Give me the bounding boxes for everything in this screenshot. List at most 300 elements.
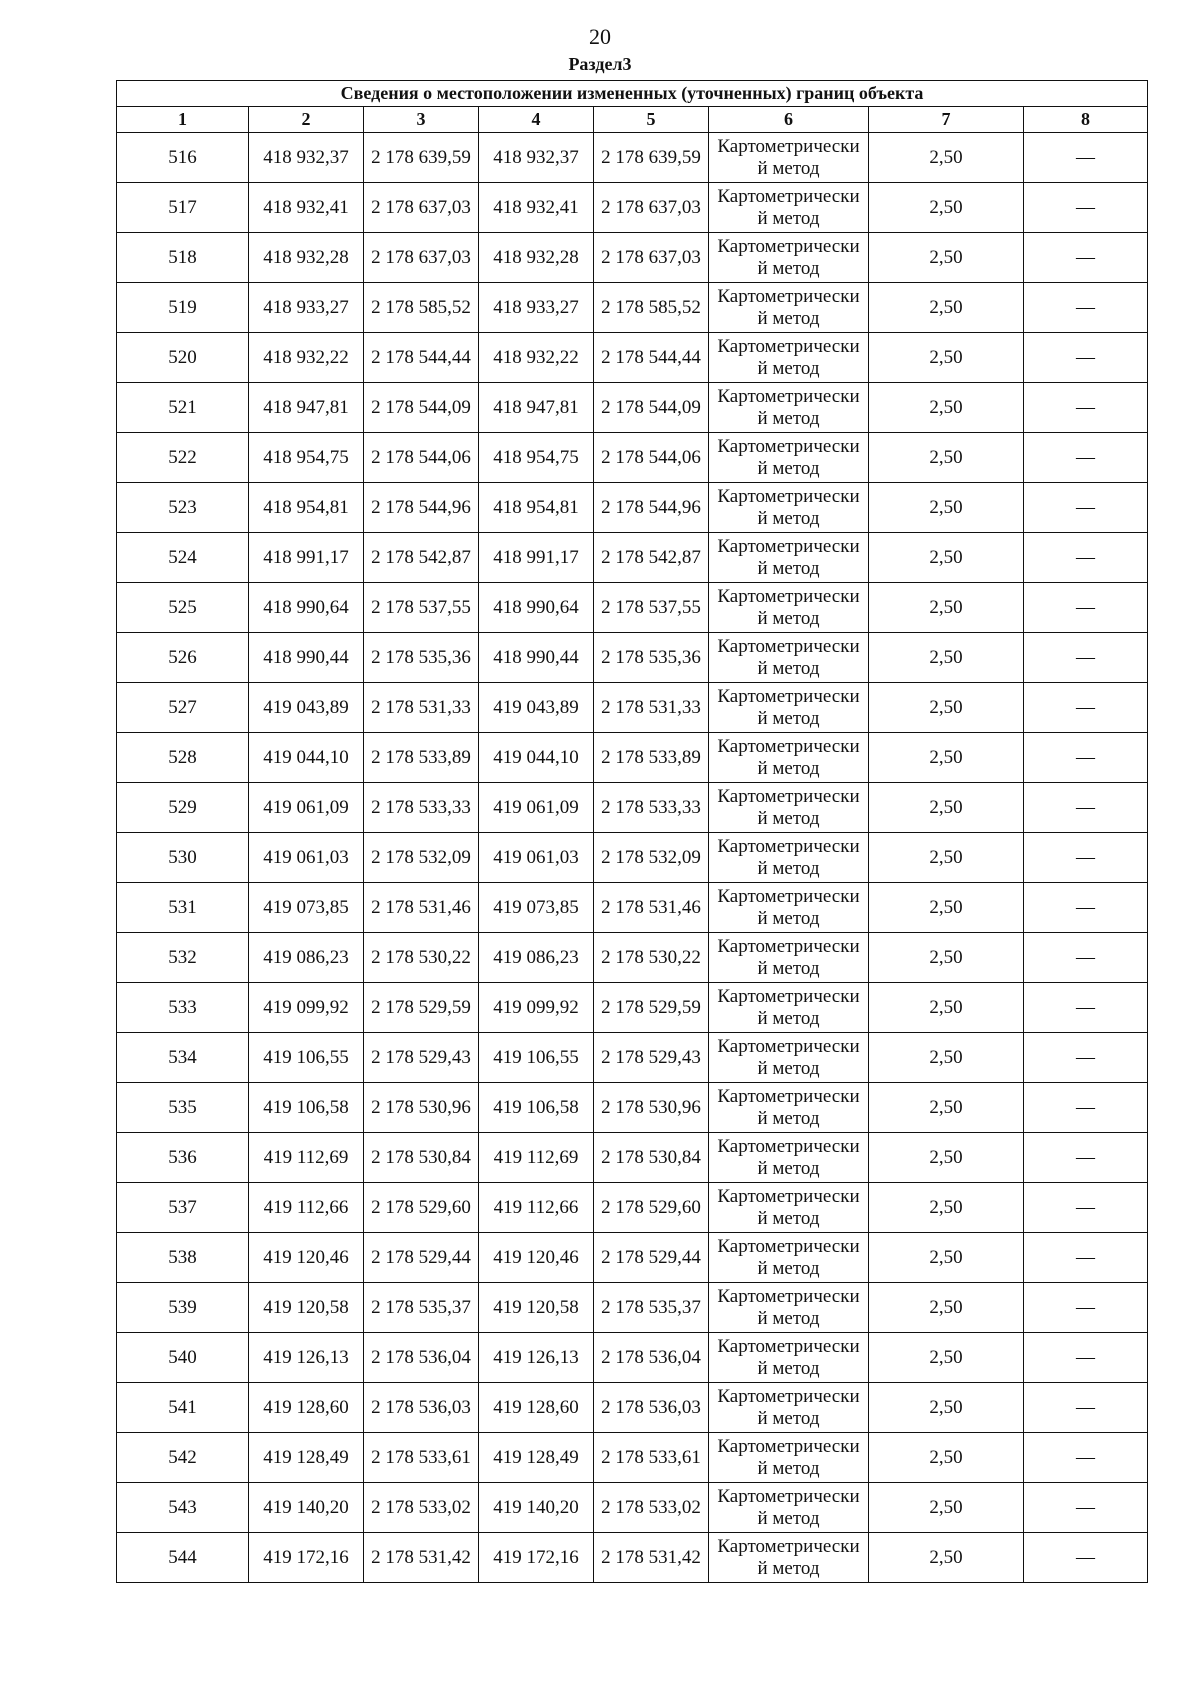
table-row <box>117 1383 1148 1433</box>
refined-y-cell: 2 178 639,59 <box>594 133 709 183</box>
note-cell: — <box>1024 683 1148 733</box>
refined-y-cell: 2 178 544,96 <box>594 483 709 533</box>
note-cell: — <box>1024 833 1148 883</box>
method-cell <box>709 783 869 833</box>
existing-x-cell: 419 112,66 <box>249 1183 364 1233</box>
refined-x-cell: 418 947,81 <box>479 383 594 433</box>
existing-y-cell: 2 178 529,43 <box>364 1033 479 1083</box>
refined-x-cell: 418 991,17 <box>479 533 594 583</box>
accuracy-cell: 2,50 <box>869 533 1024 583</box>
note-cell: — <box>1024 1033 1148 1083</box>
note-cell: — <box>1024 333 1148 383</box>
existing-x-cell: 419 061,03 <box>249 833 364 883</box>
point-number-cell: 533 <box>117 983 249 1033</box>
refined-y-cell: 2 178 637,03 <box>594 233 709 283</box>
method-cell <box>709 683 869 733</box>
method-cell <box>709 1333 869 1383</box>
existing-y-cell: 2 178 529,44 <box>364 1233 479 1283</box>
existing-x-cell: 418 990,64 <box>249 583 364 633</box>
method-line-2: й метод <box>757 1307 820 1329</box>
method-line-2: й метод <box>757 307 820 329</box>
existing-y-cell: 2 178 585,52 <box>364 283 479 333</box>
note-cell: — <box>1024 483 1148 533</box>
refined-y-cell: 2 178 535,37 <box>594 1283 709 1333</box>
method-cell <box>709 183 869 233</box>
accuracy-cell: 2,50 <box>869 1133 1024 1183</box>
method-cell <box>709 1483 869 1533</box>
existing-y-cell: 2 178 530,84 <box>364 1133 479 1183</box>
existing-y-cell: 2 178 637,03 <box>364 183 479 233</box>
point-number-cell: 536 <box>117 1133 249 1183</box>
note-cell: — <box>1024 383 1148 433</box>
refined-y-cell: 2 178 530,96 <box>594 1083 709 1133</box>
existing-x-cell: 418 932,28 <box>249 233 364 283</box>
accuracy-cell: 2,50 <box>869 1283 1024 1333</box>
point-number-cell: 538 <box>117 1233 249 1283</box>
method-line-2: й метод <box>757 657 820 679</box>
method-cell <box>709 1233 869 1283</box>
accuracy-cell: 2,50 <box>869 433 1024 483</box>
point-number-cell: 541 <box>117 1383 249 1433</box>
method-cell <box>709 983 869 1033</box>
note-cell: — <box>1024 933 1148 983</box>
refined-y-cell: 2 178 532,09 <box>594 833 709 883</box>
method-cell <box>709 583 869 633</box>
method-line-1: Картометрически <box>717 1235 860 1257</box>
table-row <box>117 283 1148 333</box>
existing-y-cell: 2 178 535,37 <box>364 1283 479 1333</box>
refined-x-cell: 419 099,92 <box>479 983 594 1033</box>
table-row <box>117 733 1148 783</box>
existing-y-cell: 2 178 544,96 <box>364 483 479 533</box>
accuracy-cell: 2,50 <box>869 783 1024 833</box>
point-number-cell: 521 <box>117 383 249 433</box>
existing-y-cell: 2 178 533,33 <box>364 783 479 833</box>
refined-x-cell: 419 112,66 <box>479 1183 594 1233</box>
method-line-1: Картометрически <box>717 1085 860 1107</box>
table-row <box>117 783 1148 833</box>
refined-y-cell: 2 178 529,43 <box>594 1033 709 1083</box>
refined-x-cell: 419 172,16 <box>479 1533 594 1583</box>
refined-x-cell: 419 120,46 <box>479 1233 594 1283</box>
note-cell: — <box>1024 183 1148 233</box>
method-cell <box>709 1033 869 1083</box>
point-number-cell: 519 <box>117 283 249 333</box>
table-row <box>117 1283 1148 1333</box>
column-header-3: 3 <box>364 107 479 133</box>
method-line-2: й метод <box>757 1007 820 1029</box>
method-line-1: Картометрически <box>717 1535 860 1557</box>
refined-x-cell: 419 106,55 <box>479 1033 594 1083</box>
existing-y-cell: 2 178 530,22 <box>364 933 479 983</box>
note-cell: — <box>1024 283 1148 333</box>
existing-y-cell: 2 178 533,61 <box>364 1433 479 1483</box>
refined-x-cell: 419 073,85 <box>479 883 594 933</box>
column-header-6: 6 <box>709 107 869 133</box>
method-cell <box>709 1083 869 1133</box>
existing-y-cell: 2 178 530,96 <box>364 1083 479 1133</box>
table-row <box>117 383 1148 433</box>
existing-x-cell: 419 126,13 <box>249 1333 364 1383</box>
method-line-2: й метод <box>757 1357 820 1379</box>
point-number-cell: 526 <box>117 633 249 683</box>
existing-x-cell: 419 044,10 <box>249 733 364 783</box>
accuracy-cell: 2,50 <box>869 1383 1024 1433</box>
existing-y-cell: 2 178 533,02 <box>364 1483 479 1533</box>
note-cell: — <box>1024 1233 1148 1283</box>
accuracy-cell: 2,50 <box>869 833 1024 883</box>
method-line-2: й метод <box>757 407 820 429</box>
refined-x-cell: 419 140,20 <box>479 1483 594 1533</box>
existing-x-cell: 418 947,81 <box>249 383 364 433</box>
table-row <box>117 483 1148 533</box>
existing-x-cell: 419 128,49 <box>249 1433 364 1483</box>
method-cell <box>709 883 869 933</box>
accuracy-cell: 2,50 <box>869 383 1024 433</box>
method-line-1: Картометрически <box>717 1435 860 1457</box>
method-line-2: й метод <box>757 157 820 179</box>
accuracy-cell: 2,50 <box>869 283 1024 333</box>
point-number-cell: 539 <box>117 1283 249 1333</box>
method-line-2: й метод <box>757 857 820 879</box>
method-cell <box>709 933 869 983</box>
existing-y-cell: 2 178 542,87 <box>364 533 479 583</box>
refined-x-cell: 419 128,49 <box>479 1433 594 1483</box>
method-line-1: Картометрически <box>717 635 860 657</box>
table-row <box>117 333 1148 383</box>
point-number-cell: 516 <box>117 133 249 183</box>
column-header-7: 7 <box>869 107 1024 133</box>
existing-y-cell: 2 178 544,09 <box>364 383 479 433</box>
refined-y-cell: 2 178 536,03 <box>594 1383 709 1433</box>
refined-x-cell: 418 932,28 <box>479 233 594 283</box>
accuracy-cell: 2,50 <box>869 1083 1024 1133</box>
note-cell: — <box>1024 233 1148 283</box>
table-row <box>117 533 1148 583</box>
refined-y-cell: 2 178 529,60 <box>594 1183 709 1233</box>
method-line-1: Картометрически <box>717 1485 860 1507</box>
note-cell: — <box>1024 983 1148 1033</box>
refined-x-cell: 418 932,37 <box>479 133 594 183</box>
method-line-2: й метод <box>757 707 820 729</box>
refined-x-cell: 418 990,44 <box>479 633 594 683</box>
note-cell: — <box>1024 1183 1148 1233</box>
existing-x-cell: 418 954,75 <box>249 433 364 483</box>
method-line-2: й метод <box>757 1057 820 1079</box>
point-number-cell: 517 <box>117 183 249 233</box>
method-line-2: й метод <box>757 357 820 379</box>
existing-x-cell: 418 990,44 <box>249 633 364 683</box>
column-header-row <box>117 107 1148 133</box>
refined-y-cell: 2 178 533,89 <box>594 733 709 783</box>
method-line-1: Картометрически <box>717 985 860 1007</box>
existing-x-cell: 419 086,23 <box>249 933 364 983</box>
method-line-1: Картометрически <box>717 535 860 557</box>
refined-x-cell: 419 061,03 <box>479 833 594 883</box>
refined-y-cell: 2 178 533,02 <box>594 1483 709 1533</box>
note-cell: — <box>1024 533 1148 583</box>
method-cell <box>709 1183 869 1233</box>
method-cell <box>709 1383 869 1433</box>
refined-x-cell: 419 061,09 <box>479 783 594 833</box>
point-number-cell: 527 <box>117 683 249 733</box>
existing-y-cell: 2 178 529,60 <box>364 1183 479 1233</box>
point-number-cell: 525 <box>117 583 249 633</box>
refined-y-cell: 2 178 529,44 <box>594 1233 709 1283</box>
method-cell <box>709 533 869 583</box>
coordinates-table <box>116 80 1148 1583</box>
table-row <box>117 833 1148 883</box>
accuracy-cell: 2,50 <box>869 483 1024 533</box>
method-line-2: й метод <box>757 807 820 829</box>
accuracy-cell: 2,50 <box>869 933 1024 983</box>
method-cell <box>709 333 869 383</box>
refined-y-cell: 2 178 531,33 <box>594 683 709 733</box>
point-number-cell: 523 <box>117 483 249 533</box>
accuracy-cell: 2,50 <box>869 1183 1024 1233</box>
accuracy-cell: 2,50 <box>869 1233 1024 1283</box>
accuracy-cell: 2,50 <box>869 633 1024 683</box>
method-line-2: й метод <box>757 1257 820 1279</box>
table-row <box>117 583 1148 633</box>
method-line-2: й метод <box>757 1157 820 1179</box>
point-number-cell: 522 <box>117 433 249 483</box>
method-cell <box>709 133 869 183</box>
table-row <box>117 1433 1148 1483</box>
existing-y-cell: 2 178 637,03 <box>364 233 479 283</box>
refined-y-cell: 2 178 535,36 <box>594 633 709 683</box>
refined-y-cell: 2 178 533,33 <box>594 783 709 833</box>
existing-y-cell: 2 178 531,42 <box>364 1533 479 1583</box>
method-cell <box>709 833 869 883</box>
note-cell: — <box>1024 133 1148 183</box>
table-row <box>117 1033 1148 1083</box>
method-line-1: Картометрически <box>717 185 860 207</box>
method-line-1: Картометрически <box>717 235 860 257</box>
existing-y-cell: 2 178 531,46 <box>364 883 479 933</box>
point-number-cell: 531 <box>117 883 249 933</box>
existing-y-cell: 2 178 536,04 <box>364 1333 479 1383</box>
method-cell <box>709 1283 869 1333</box>
table-row <box>117 933 1148 983</box>
table-row <box>117 1483 1148 1533</box>
method-line-1: Картометрически <box>717 1185 860 1207</box>
refined-x-cell: 418 933,27 <box>479 283 594 333</box>
table-row <box>117 1233 1148 1283</box>
existing-x-cell: 418 932,22 <box>249 333 364 383</box>
existing-y-cell: 2 178 535,36 <box>364 633 479 683</box>
refined-y-cell: 2 178 530,84 <box>594 1133 709 1183</box>
refined-y-cell: 2 178 544,06 <box>594 433 709 483</box>
method-line-1: Картометрически <box>717 685 860 707</box>
accuracy-cell: 2,50 <box>869 233 1024 283</box>
page-number: 20 <box>589 24 611 49</box>
point-number-cell: 520 <box>117 333 249 383</box>
method-line-1: Картометрически <box>717 285 860 307</box>
refined-x-cell: 418 932,22 <box>479 333 594 383</box>
refined-y-cell: 2 178 537,55 <box>594 583 709 633</box>
method-line-2: й метод <box>757 257 820 279</box>
refined-y-cell: 2 178 542,87 <box>594 533 709 583</box>
method-line-2: й метод <box>757 1407 820 1429</box>
table-body <box>117 133 1148 1583</box>
refined-x-cell: 418 932,41 <box>479 183 594 233</box>
method-cell <box>709 283 869 333</box>
table-row <box>117 633 1148 683</box>
accuracy-cell: 2,50 <box>869 733 1024 783</box>
note-cell: — <box>1024 1283 1148 1333</box>
table-row <box>117 1133 1148 1183</box>
refined-x-cell: 419 086,23 <box>479 933 594 983</box>
note-cell: — <box>1024 1083 1148 1133</box>
existing-y-cell: 2 178 529,59 <box>364 983 479 1033</box>
note-cell: — <box>1024 1533 1148 1583</box>
point-number-cell: 528 <box>117 733 249 783</box>
point-number-cell: 542 <box>117 1433 249 1483</box>
method-line-1: Картометрически <box>717 435 860 457</box>
existing-y-cell: 2 178 532,09 <box>364 833 479 883</box>
refined-x-cell: 419 112,69 <box>479 1133 594 1183</box>
accuracy-cell: 2,50 <box>869 1333 1024 1383</box>
existing-x-cell: 419 128,60 <box>249 1383 364 1433</box>
existing-x-cell: 419 073,85 <box>249 883 364 933</box>
refined-x-cell: 418 954,81 <box>479 483 594 533</box>
existing-x-cell: 418 932,41 <box>249 183 364 233</box>
accuracy-cell: 2,50 <box>869 1483 1024 1533</box>
note-cell: — <box>1024 583 1148 633</box>
point-number-cell: 529 <box>117 783 249 833</box>
existing-x-cell: 418 954,81 <box>249 483 364 533</box>
existing-y-cell: 2 178 639,59 <box>364 133 479 183</box>
method-line-1: Картометрически <box>717 1335 860 1357</box>
table-caption: Сведения о местоположении измененных (уточненных) границ объекта <box>117 81 1148 107</box>
table-row <box>117 1083 1148 1133</box>
column-header-1: 1 <box>117 107 249 133</box>
point-number-cell: 518 <box>117 233 249 283</box>
method-line-1: Картометрически <box>717 835 860 857</box>
existing-y-cell: 2 178 531,33 <box>364 683 479 733</box>
existing-y-cell: 2 178 533,89 <box>364 733 479 783</box>
column-header-4: 4 <box>479 107 594 133</box>
method-line-2: й метод <box>757 757 820 779</box>
method-line-1: Картометрически <box>717 885 860 907</box>
existing-x-cell: 419 061,09 <box>249 783 364 833</box>
refined-y-cell: 2 178 529,59 <box>594 983 709 1033</box>
note-cell: — <box>1024 433 1148 483</box>
refined-y-cell: 2 178 533,61 <box>594 1433 709 1483</box>
refined-x-cell: 419 044,10 <box>479 733 594 783</box>
table-row <box>117 1533 1148 1583</box>
table-row <box>117 1333 1148 1383</box>
point-number-cell: 537 <box>117 1183 249 1233</box>
method-line-2: й метод <box>757 457 820 479</box>
method-cell <box>709 1133 869 1183</box>
method-line-2: й метод <box>757 207 820 229</box>
existing-y-cell: 2 178 544,06 <box>364 433 479 483</box>
accuracy-cell: 2,50 <box>869 883 1024 933</box>
existing-x-cell: 419 099,92 <box>249 983 364 1033</box>
note-cell: — <box>1024 883 1148 933</box>
method-line-1: Картометрически <box>717 135 860 157</box>
method-line-1: Картометрически <box>717 735 860 757</box>
refined-y-cell: 2 178 531,46 <box>594 883 709 933</box>
refined-x-cell: 419 126,13 <box>479 1333 594 1383</box>
column-header-8: 8 <box>1024 107 1148 133</box>
method-line-1: Картометрически <box>717 1285 860 1307</box>
method-cell <box>709 483 869 533</box>
method-line-2: й метод <box>757 507 820 529</box>
note-cell: — <box>1024 633 1148 683</box>
existing-x-cell: 419 043,89 <box>249 683 364 733</box>
existing-x-cell: 419 106,55 <box>249 1033 364 1083</box>
method-cell <box>709 633 869 683</box>
point-number-cell: 544 <box>117 1533 249 1583</box>
note-cell: — <box>1024 1133 1148 1183</box>
existing-x-cell: 418 991,17 <box>249 533 364 583</box>
method-line-1: Картометрически <box>717 335 860 357</box>
refined-y-cell: 2 178 544,09 <box>594 383 709 433</box>
method-cell <box>709 433 869 483</box>
table-row <box>117 183 1148 233</box>
note-cell: — <box>1024 1383 1148 1433</box>
point-number-cell: 540 <box>117 1333 249 1383</box>
note-cell: — <box>1024 1433 1148 1483</box>
table-row <box>117 883 1148 933</box>
existing-x-cell: 419 120,46 <box>249 1233 364 1283</box>
accuracy-cell: 2,50 <box>869 333 1024 383</box>
note-cell: — <box>1024 1483 1148 1533</box>
accuracy-cell: 2,50 <box>869 1433 1024 1483</box>
note-cell: — <box>1024 1333 1148 1383</box>
existing-y-cell: 2 178 537,55 <box>364 583 479 633</box>
accuracy-cell: 2,50 <box>869 583 1024 633</box>
table-row <box>117 233 1148 283</box>
method-line-2: й метод <box>757 957 820 979</box>
point-number-cell: 524 <box>117 533 249 583</box>
existing-x-cell: 419 120,58 <box>249 1283 364 1333</box>
method-line-1: Картометрически <box>717 485 860 507</box>
method-cell <box>709 1533 869 1583</box>
existing-x-cell: 419 112,69 <box>249 1133 364 1183</box>
point-number-cell: 535 <box>117 1083 249 1133</box>
existing-x-cell: 418 933,27 <box>249 283 364 333</box>
method-line-1: Картометрически <box>717 1035 860 1057</box>
method-line-2: й метод <box>757 557 820 579</box>
method-line-1: Картометрически <box>717 585 860 607</box>
existing-y-cell: 2 178 544,44 <box>364 333 479 383</box>
method-line-2: й метод <box>757 1207 820 1229</box>
accuracy-cell: 2,50 <box>869 1033 1024 1083</box>
method-line-2: й метод <box>757 1507 820 1529</box>
point-number-cell: 530 <box>117 833 249 883</box>
existing-x-cell: 418 932,37 <box>249 133 364 183</box>
accuracy-cell: 2,50 <box>869 983 1024 1033</box>
method-cell <box>709 1433 869 1483</box>
method-cell <box>709 233 869 283</box>
method-line-2: й метод <box>757 1557 820 1579</box>
refined-x-cell: 419 128,60 <box>479 1383 594 1433</box>
accuracy-cell: 2,50 <box>869 683 1024 733</box>
method-line-1: Картометрически <box>717 1385 860 1407</box>
method-line-2: й метод <box>757 1107 820 1129</box>
existing-y-cell: 2 178 536,03 <box>364 1383 479 1433</box>
refined-y-cell: 2 178 531,42 <box>594 1533 709 1583</box>
refined-x-cell: 419 043,89 <box>479 683 594 733</box>
method-line-1: Картометрически <box>717 1135 860 1157</box>
refined-y-cell: 2 178 530,22 <box>594 933 709 983</box>
method-line-2: й метод <box>757 1457 820 1479</box>
method-line-1: Картометрически <box>717 935 860 957</box>
